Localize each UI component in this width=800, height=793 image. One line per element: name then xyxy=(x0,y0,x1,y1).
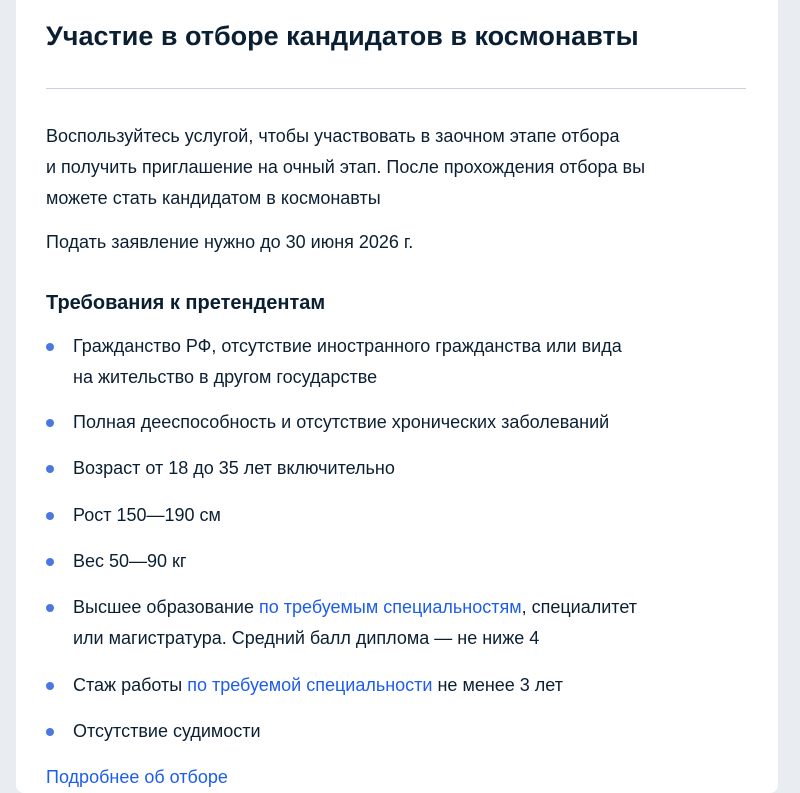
service-description xyxy=(46,121,756,214)
requirement-text: Рост 150—190 см xyxy=(73,505,221,525)
bullet-icon xyxy=(46,343,54,351)
requirement-capacity xyxy=(46,407,736,438)
requirement-no-criminal-record xyxy=(46,716,736,747)
application-deadline: Подать заявление нужно до 30 июня 2026 г. xyxy=(46,232,414,252)
specialties-link[interactable]: по требуемым специальностям xyxy=(259,597,522,617)
description-line-2: и получить приглашение на очный этап. После прохождения отбора вы xyxy=(46,157,646,177)
requirement-line-1: Гражданство РФ, отсутствие иностранного гражданства или вида xyxy=(73,336,622,356)
requirement-line-2: на жительство в другом государстве xyxy=(73,367,378,387)
title-divider xyxy=(46,88,746,89)
requirement-experience xyxy=(46,670,736,701)
requirement-height xyxy=(46,500,736,531)
requirement-text-start: Стаж работы xyxy=(73,675,188,695)
requirement-text: Отсутствие судимости xyxy=(73,721,261,741)
requirement-education xyxy=(46,592,736,654)
bullet-icon xyxy=(46,558,54,566)
requirement-text: Возраст от 18 до 35 лет включительно xyxy=(73,458,395,478)
bullet-icon xyxy=(46,419,54,427)
requirement-text xyxy=(73,592,736,654)
requirement-line-2: или магистратура. Средний балл диплома — не ниже 4 xyxy=(73,628,540,648)
requirement-weight xyxy=(46,546,736,577)
requirement-age xyxy=(46,453,736,484)
page-title: Участие в отборе кандидатов в космонавты xyxy=(46,21,639,51)
requirement-text-start: Высшее образование xyxy=(73,597,259,617)
bullet-icon xyxy=(46,604,54,612)
bullet-icon xyxy=(46,682,54,690)
description-line-3: можете стать кандидатом в космонавты xyxy=(46,188,381,208)
requirement-text: Полная дееспособность и отсутствие хронических заболеваний xyxy=(73,412,610,432)
description-line-1: Воспользуйтесь услугой, чтобы участвовать в заочном этапе отбора xyxy=(46,126,620,146)
requirement-citizenship xyxy=(46,331,736,393)
requirement-text: Вес 50—90 кг xyxy=(73,551,187,571)
service-card xyxy=(16,0,778,793)
specialty-link[interactable]: по требуемой специальности xyxy=(187,675,433,695)
requirement-text-end: не менее 3 лет xyxy=(432,675,563,695)
requirement-text xyxy=(73,670,736,701)
bullet-icon xyxy=(46,512,54,520)
requirement-text-end: , специалитет xyxy=(521,597,637,617)
bullet-icon xyxy=(46,465,54,473)
more-about-selection-link[interactable]: Подробнее об отборе xyxy=(46,767,228,787)
requirements-heading: Требования к претендентам xyxy=(46,292,326,314)
requirement-text xyxy=(73,331,736,393)
bullet-icon xyxy=(46,728,54,736)
